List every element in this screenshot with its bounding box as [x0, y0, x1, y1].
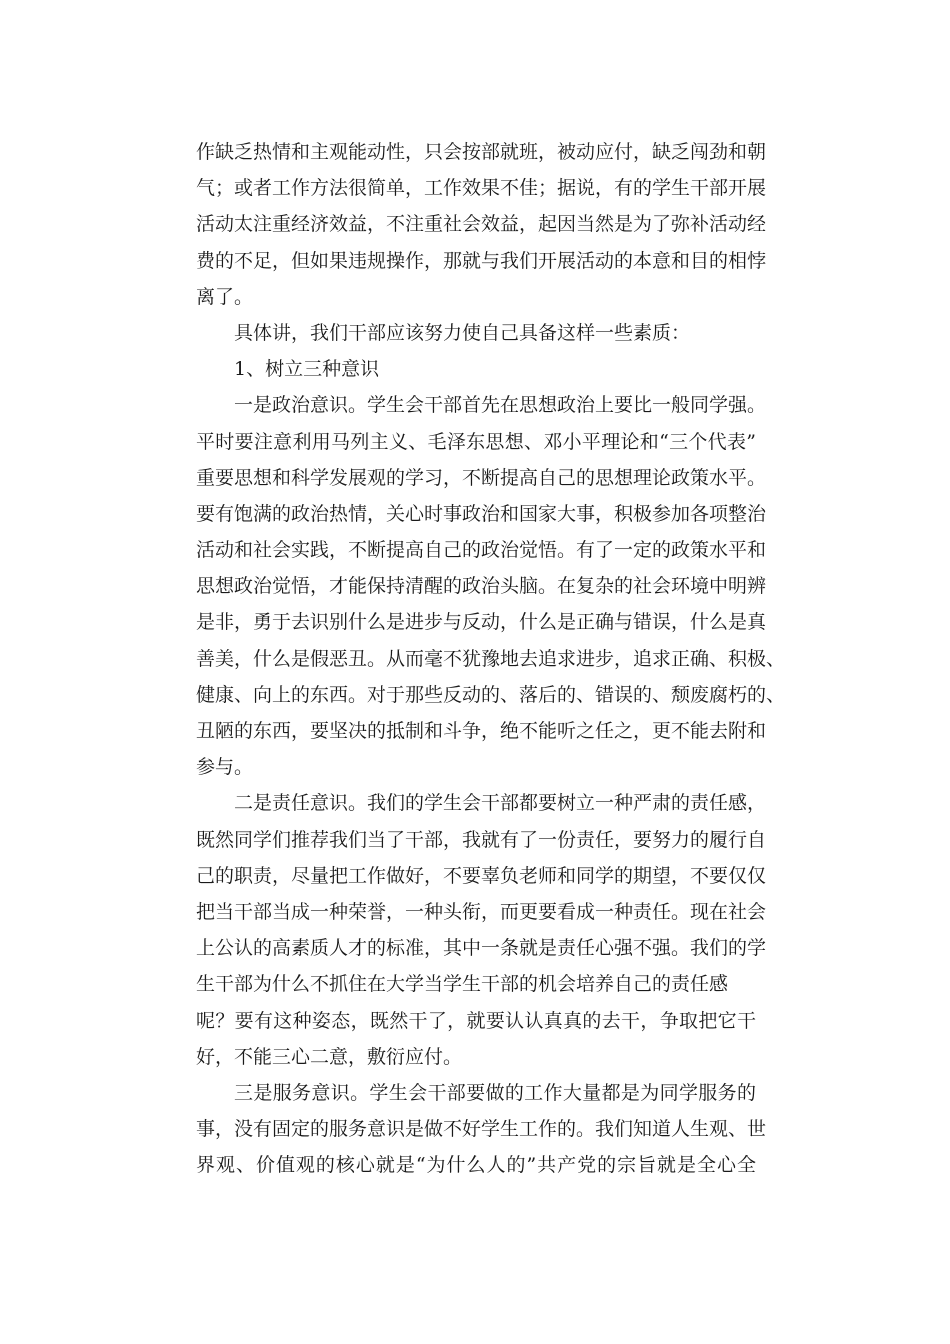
- text-line: 离了。: [196, 285, 254, 308]
- paragraph-responsibility-first-line: 二是责任意识。我们的学生会干部都要树立一种严肃的责任感，: [234, 792, 767, 815]
- text-line: 生干部为什么不抓住在大学当学生干部的机会培养自己的责任感: [196, 973, 729, 996]
- text-line: 呢？要有这种姿态，既然干了，就要认认真真的去干，争取把它干: [196, 1009, 756, 1032]
- text-line: 气；或者工作方法很简单，工作效果不佳；据说，有的学生干部开展: [196, 177, 767, 200]
- text-line: 好，不能三心二意，敷衍应付。: [196, 1045, 463, 1068]
- text-line: 活动太注重经济效益，不注重社会效益，起因当然是为了弥补活动经: [196, 213, 767, 236]
- text-line: 己的职责，尽量把工作做好，不要辜负老师和同学的期望，不要仅仅: [196, 864, 767, 887]
- text-line: 思想政治觉悟，才能保持清醒的政治头脑。在复杂的社会环境中明辨: [196, 575, 767, 598]
- document-body: [196, 134, 786, 1183]
- text-line: 重要思想和科学发展观的学习，不断提高自己的思想理论政策水平。: [196, 466, 767, 489]
- text-line: 活动和社会实践，不断提高自己的政治觉悟。有了一定的政策水平和: [196, 539, 767, 562]
- text-line: 作缺乏热情和主观能动性，只会按部就班，被动应付，缺乏闯劲和朝: [196, 141, 767, 163]
- text-line: 是非，勇于去识别什么是进步与反动，什么是正确与错误，什么是真: [196, 611, 767, 634]
- text-line: 既然同学们推荐我们当了干部，我就有了一份责任，要努力的履行自: [196, 828, 767, 851]
- text-line: 事，没有固定的服务意识是做不好学生工作的。我们知道人生观、世: [196, 1118, 767, 1141]
- text-line: 把当干部当成一种荣誉，一种头衔，而更要看成一种责任。现在社会: [196, 900, 767, 923]
- text-line: 界观、价值观的核心就是“为什么人的”共产党的宗旨就是全心全: [196, 1154, 756, 1177]
- paragraph-political-first-line: 一是政治意识。学生会干部首先在思想政治上要比一般同学强。: [234, 394, 767, 417]
- text-line: 善美，什么是假恶丑。从而毫不犹豫地去追求进步，追求正确、积极、: [196, 647, 786, 670]
- text-line: 上公认的高素质人才的标准，其中一条就是责任心强不强。我们的学: [196, 937, 767, 960]
- paragraph-intro-line: 具体讲，我们干部应该努力使自己具备这样一些素质：: [234, 321, 691, 344]
- text-line: 健康、向上的东西。对于那些反动的、落后的、错误的、颓废腐朽的、: [196, 683, 786, 706]
- section-heading: 1、树立三种意识: [234, 358, 380, 381]
- text-line: 参与。: [196, 756, 254, 779]
- text-line: 费的不足，但如果违规操作，那就与我们开展活动的本意和目的相悖: [196, 249, 767, 272]
- text-line: 丑陋的东西，要坚决的抵制和斗争，绝不能听之任之，更不能去附和: [196, 720, 767, 742]
- paragraph-service-first-line: 三是服务意识。学生会干部要做的工作大量都是为同学服务的: [234, 1081, 756, 1104]
- text-line: 要有饱满的政治热情，关心时事政治和国家大事，积极参加各项整治: [196, 502, 767, 525]
- text-line: 平时要注意利用马列主义、毛泽东思想、邓小平理论和“三个代表”: [196, 430, 756, 453]
